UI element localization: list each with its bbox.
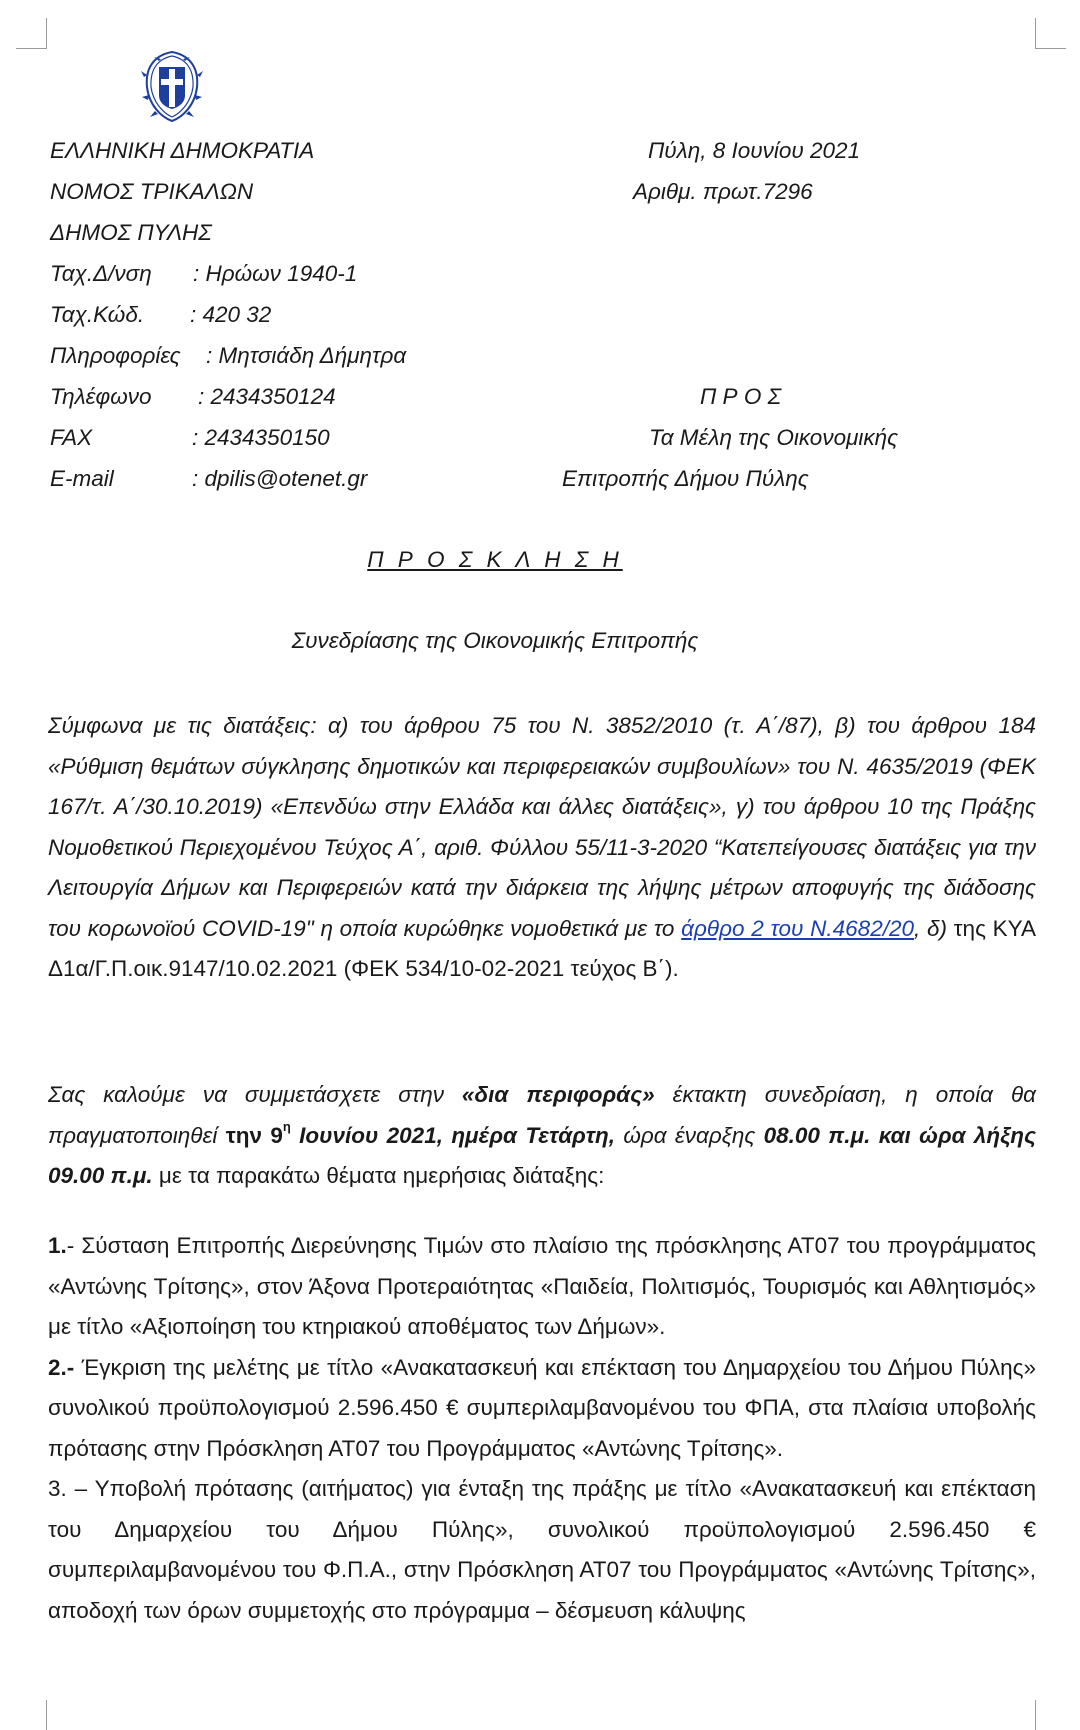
invitation-text-1: Σας καλούμε να συμμετάσχετε στην: [48, 1082, 462, 1107]
crop-mark-bottom-right: [1035, 1700, 1066, 1730]
header-municipality: ΔΗΜΟΣ ΠΥΛΗΣ: [50, 220, 212, 245]
agenda-item: [48, 1348, 1036, 1470]
agenda-item-number: 3.: [48, 1476, 67, 1501]
crop-mark-top-right: [1035, 18, 1066, 49]
contact-address-value: : Ηρώων 1940-1: [193, 261, 358, 286]
document-title: Π Ρ Ο Σ Κ Λ Η Σ Η: [367, 547, 623, 572]
recipient-line-2: Επιτροπής Δήμου Πύλης: [562, 466, 809, 491]
header-country: ΕΛΛΗΝΙΚΗ ΔΗΜΟΚΡΑΤΙΑ: [50, 138, 315, 163]
law-article-link[interactable]: άρθρο 2 του Ν.4682/20: [681, 915, 914, 941]
agenda-item: [48, 1469, 1036, 1631]
contact-fax-label: FAX: [50, 425, 93, 450]
agenda-item-number: 2.-: [48, 1354, 75, 1380]
agenda-item-number: 1.: [48, 1233, 67, 1258]
invitation-time: 08.00 π.μ. και ώρα λήξης 09.00 π.μ.: [48, 1122, 1036, 1188]
recipient-line-1: Τα Μέλη της Οικονομικής: [649, 425, 899, 450]
header-prefecture: ΝΟΜΟΣ ΤΡΙΚΑΛΩΝ: [50, 179, 254, 204]
agenda-item-text: – Υποβολή πρότασης (αιτήματος) για ένταξη της πράξης με τίτλο «Ανακατασκευή και επέκταση του Δημαρχείου του Δήμου Πύλης», συνολικού προϋπολογισμού 2.596.450 € συμπεριλαμβανομένου του Φ.Π.Α., στην Πρόσκληση ΑΤ07 του Προγράμματος «Αντώνης Τρίτσης», αποδοχή των όρων συμμετοχής στο πρόγραμμα – δέσμευση κάλυψης: [48, 1476, 1036, 1623]
invitation-date: Ιουνίου 2021, ημέρα Τετάρτη,: [290, 1122, 615, 1148]
agenda-list: [48, 1226, 1036, 1631]
protocol-number: Αριθμ. πρωτ.7296: [633, 179, 813, 204]
agenda-container: [0, 1226, 1080, 1676]
agenda-item-text: Έγκριση της μελέτης με τίτλο «Ανακατασκευή και επέκταση του Δημαρχείου του Δήμου Πύλης» συνολικού προϋπολογισμού 2.596.450 € συμπεριλαμβανομένου του ΦΠΑ, στα πλαίσια υποβολής πρότασης στην Πρόσκληση ΑΤ07 του Προγράμματος «Αντώνης Τρίτσης».: [48, 1354, 1036, 1461]
contact-email-label: E-mail: [50, 466, 114, 491]
contact-info-value: : Μητσιάδη Δήμητρα: [206, 343, 407, 368]
recipient-to-label: Π Ρ Ο Σ: [700, 384, 782, 409]
greek-emblem-icon: [137, 47, 207, 125]
document-date: Πύλη, 8 Ιουνίου 2021: [648, 138, 861, 163]
agenda-item: [48, 1226, 1036, 1348]
legal-basis-item-d: , δ): [913, 915, 947, 941]
invitation-paragraph: [48, 1075, 1036, 1197]
legal-basis-kya: της ΚΥΑ Δ1α/Γ.Π.οικ.9147/10.02.2021 (ΦΕΚ 534/10-02-2021 τεύχος Β΄).: [48, 915, 1036, 981]
legal-basis-text: Σύμφωνα με τις διατάξεις: α) του άρθρου 75 του Ν. 3852/2010 (τ. Α΄/87), β) του άρθρου 184 «Ρύθμιση θεμάτων σύγκλησης δημοτικών και περιφερειακών συμβουλίων» του Ν. 4635/2019 (ΦΕΚ 167/τ. Α΄/30.10.2019) «Επενδύω στην Ελλάδα και άλλες διατάξεις», γ) του άρθρου 10 της Πράξης Νομοθετικού Περιεχομένου Τεύχος Α΄, αριθ. Φύλλου 55/11-3-2020 “Κατεπείγουσες διατάξεις για την Λειτουργία Δήμων και Περιφερειών κατά την διάρκεια της λήψης μέτρων αποφυγής της διάδοσης του κορωνοϊού COVID-19" η οποία κυρώθηκε νομοθετικά με το: [48, 713, 1036, 941]
contact-phone-value: : 2434350124: [198, 384, 336, 409]
invitation-text-2: έκτακτη συνεδρίαση, η οποία θα πραγματοποιηθεί: [48, 1082, 1037, 1148]
crop-mark-bottom-left: [16, 1700, 47, 1730]
contact-fax-value: : 2434350150: [192, 425, 330, 450]
invitation-text-4: με τα παρακάτω θέματα ημερήσιας διάταξης:: [152, 1163, 605, 1188]
contact-phone-label: Τηλέφωνο: [50, 384, 152, 409]
contact-address-label: Ταχ.Δ/νση: [50, 261, 152, 286]
agenda-item-text: - Σύσταση Επιτροπής Διερεύνησης Τιμών στο πλαίσιο της πρόσκλησης ΑΤ07 του προγράμματος «Αντώνης Τρίτσης», στον Άξονα Προτεραιότητας «Παιδεία, Πολιτισμός, Τουρισμός και Αθλητισμός» με τίτλο «Αξιοποίηση του κτηριακού αποθέματος των Δήμων».: [48, 1233, 1036, 1339]
legal-basis-paragraph: [48, 706, 1036, 990]
contact-info-label: Πληροφορίες: [50, 343, 181, 368]
contact-postcode-label: Ταχ.Κώδ.: [50, 302, 145, 327]
invitation-mode: «δια περιφοράς»: [461, 1082, 655, 1107]
invitation-day: την 9: [225, 1122, 283, 1148]
invitation-day-suffix: η: [282, 1119, 291, 1134]
contact-email-value: : dpilis@otenet.gr: [192, 466, 368, 491]
document-subtitle: Συνεδρίασης της Οικονομικής Επιτροπής: [291, 628, 699, 653]
invitation-text-3: ώρα έναρξης: [614, 1122, 764, 1148]
crop-mark-top-left: [16, 18, 47, 49]
contact-postcode-value: : 420 32: [190, 302, 272, 327]
